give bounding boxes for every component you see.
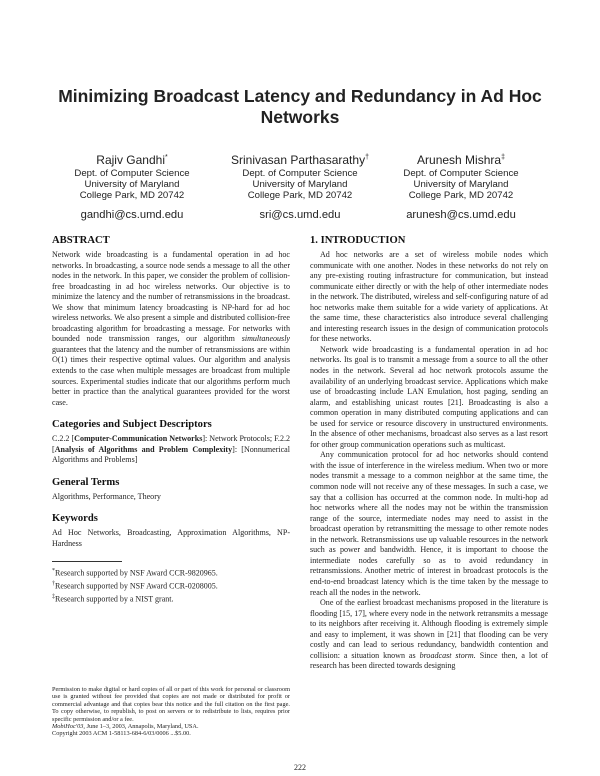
- intro-paragraph: Network wide broadcasting is a fundamental operation in ad hoc networks. Its goal is to transmit a message from a source to all the other nodes in the network. Several ad hoc network protocols assume the availability of an underlying broadcast service. Applications which make use of broadcasting include LAN Emulation, host paging, sending an alarm, and establishing unicast routes [21]. Broadcasting is also a common operation in many distributed computing applications and can be used for service or resource discovery in unstructured environments. In the absence of other mechanisms, broadcast also serves as a last resort for other group communication operations such as multicast.: [310, 344, 548, 449]
- page-number: 222: [294, 763, 306, 772]
- author-block: [52, 150, 212, 222]
- categories-heading: Categories and Subject Descriptors: [52, 419, 212, 431]
- intro-paragraph: One of the earliest broadcast mechanisms proposed in the literature is flooding [15, 17], where every node in the network retransmits a message to its neighbors after receiving it. Although flooding is extremely simple and easy to implement, it was shown in [21] that flooding can be very costly and can lead to serious redundancy, bandwidth contention and collision: a situation known as broadcast storm. Since then, a lot of research has been directed towards designing: [310, 598, 549, 671]
- author-name: Arunesh Mishra: [417, 153, 502, 167]
- author-dept: Dept. of Computer Science: [242, 168, 358, 179]
- author-name: Rajiv Gandhi: [96, 153, 165, 167]
- intro-paragraph: Any communication protocol for ad hoc networks should contend with the issue of interference in the wireless medium. When two or more nodes transmit a message to a common neighbor at the same time, the common node will not receive any of these messages. In such a case, we say that a collision has occurred at the common node. In multi-hop ad hoc networks where all the nodes may not be within the transmission range of the source, intermediate nodes may need to assist in the broadcast operation by retransmitting the message to other remote nodes in the network. Retransmissions use up valuable resources in the network such as power and bandwidth. Hence, it is important to choose the intermediate nodes carefully so as to avoid redundancy in retransmissions. Another metric of interest in broadcast protocols is the end-to-end broadcast latency which is the time taken by the message to reach all the nodes in the network.: [310, 450, 548, 597]
- author-univ: University of Maryland: [252, 179, 348, 190]
- author-email[interactable]: gandhi@cs.umd.edu: [80, 209, 184, 221]
- general-terms-heading: General Terms: [52, 476, 120, 488]
- footnote: *Research supported by NSF Award CCR-9820965.: [52, 568, 218, 579]
- intro-paragraph: Ad hoc networks are a set of wireless mobile nodes which communicate with one another. Nodes in these networks do not rely on any pre-existing routing infrastructure for communication, but instead communicate either directly or with the help of other intermediate nodes in the network. The distributed, wireless and self-configuring nature of ad hoc networks make them suitable for a wide variety of applications. At the same time, these characteristics also introduce several challenging and interesting research issues in the design of communication protocols for these networks.: [310, 250, 548, 344]
- left-column: [52, 235, 290, 604]
- categories-text: C.2.2 [Computer-Communication Networks]: Network Protocols; F.2.2 [Analysis of Algorithms and Problem Complexity]: [Nonnumerical Algorithms and Problems]: [52, 434, 291, 465]
- abstract-heading: ABSTRACT: [52, 235, 110, 246]
- footnote-mark: ‡: [501, 154, 505, 161]
- author-dept: Dept. of Computer Science: [403, 168, 519, 179]
- right-column: [310, 235, 548, 672]
- keywords-text: Ad Hoc Networks, Broadcasting, Approximation Algorithms, NP-Hardness: [52, 528, 290, 548]
- author-email[interactable]: arunesh@cs.umd.edu: [406, 209, 516, 221]
- general-terms-text: Algorithms, Performance, Theory: [52, 491, 161, 501]
- author-addr: College Park, MD 20742: [79, 190, 185, 201]
- footnote-divider: [52, 561, 122, 562]
- author-email[interactable]: sri@cs.umd.edu: [259, 209, 341, 221]
- author-univ: University of Maryland: [413, 179, 509, 190]
- footnote: †Research supported by NSF Award CCR-0208005.: [52, 581, 218, 591]
- footnote: ‡Research supported by a NIST grant.: [52, 593, 174, 604]
- introduction-heading: 1. INTRODUCTION: [310, 235, 406, 246]
- author-dept: Dept. of Computer Science: [74, 168, 190, 179]
- author-block: [210, 150, 390, 222]
- permission-notice: Permission to make digital or hard copies of all or part of this work for personal or classroom use is granted without fee provided that copies are not made or distributed for profit or commercial advantage and that copies bear this notice and the full citation on the first page. To copy otherwise, to republish, to post on servers or to redistribute to lists, requires prior specific permission and/or a fee. MobiHoc'03, June 1–3, 2003, Annapolis, Maryland, USA. Copyright 2003 ACM 1-58113-684-6/03/0006 ...$5.00.: [52, 686, 290, 738]
- author-name: Srinivasan Parthasarathy: [231, 153, 366, 167]
- author-addr: College Park, MD 20742: [247, 190, 353, 201]
- author-addr: College Park, MD 20742: [408, 190, 514, 201]
- footnote-mark: †: [365, 154, 369, 161]
- author-block: [378, 150, 544, 222]
- abstract-text: Network wide broadcasting is a fundamental operation in ad hoc networks. In broadcasting, a source node sends a message to all the other nodes in the network. In this paper, we consider the problem of collision-free broadcasting in ad hoc wireless networks. Our objective is to minimize the latency and the number of retransmissions in the broadcast. We show that minimum latency broadcasting is NP-hard for ad hoc wireless networks. We also present a simple and distributed collision-free broadcasting algorithm for broadcasting a message. For networks with bounded node transmission ranges, our algorithm simultaneously guarantees that the latency and the number of retransmissions are within O(1) times their respective optimal values. Our algorithm and analysis extends to the case when multiple messages are broadcast from multiple sources. Experimental studies indicate that our algorithms perform much better in practice than the analytical guarantees provided for the worst case.: [52, 250, 290, 407]
- author-univ: University of Maryland: [84, 179, 180, 190]
- keywords-heading: Keywords: [52, 513, 98, 525]
- paper-title: Minimizing Broadcast Latency and Redundancy in Ad Hoc Networks: [58, 86, 542, 127]
- footnote-mark: *: [164, 154, 168, 161]
